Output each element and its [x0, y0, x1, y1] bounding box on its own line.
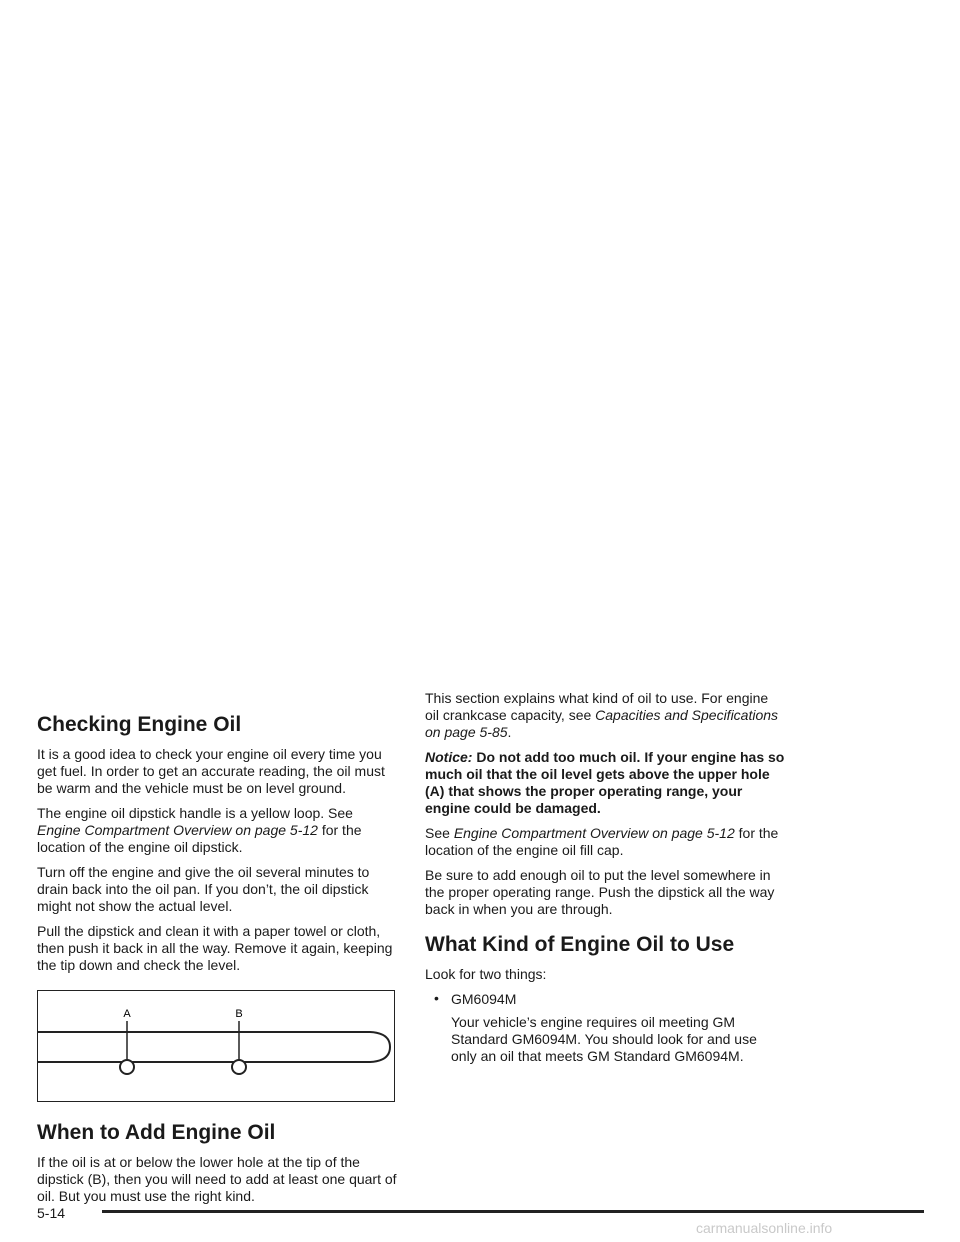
footer-divider [102, 1210, 924, 1213]
text-segment: for the location of the engine oil dipstick. [37, 822, 362, 855]
text-segment: See [425, 825, 454, 841]
paragraph-dipstick-handle [37, 805, 397, 856]
heading-checking-engine-oil: Checking Engine Oil [37, 713, 242, 736]
right-column [425, 690, 785, 1073]
watermark-text: carmanualsonline.info [696, 1220, 833, 1236]
text-segment: The engine oil dipstick handle is a yellow loop. See [37, 805, 353, 821]
paragraph-add-enough-oil: Be sure to add enough oil to put the level somewhere in the proper operating range. Push the dipstick all the way back in when you are through. [425, 867, 775, 917]
paragraph-turn-off-engine: Turn off the engine and give the oil several minutes to drain back into the oil pan. If you don’t, the oil dipstick might not show the actual level. [37, 864, 370, 914]
list-item [425, 991, 785, 1008]
label-a: A [123, 1008, 131, 1020]
paragraph-oil-kind-intro [425, 690, 785, 741]
heading-what-kind-of-oil: What Kind of Engine Oil to Use [425, 933, 735, 956]
bullet-icon: • [434, 990, 439, 1006]
text-segment: for the location of the engine oil fill cap. [425, 825, 779, 858]
heading-when-to-add-oil: When to Add Engine Oil [37, 1121, 276, 1144]
notice-paragraph [425, 749, 785, 817]
label-b: B [235, 1008, 243, 1020]
notice-text: Do not add too much oil. If your engine has so much oil that the oil level gets above the upper hole (A) that shows the proper operating range, your engine could be damaged. [425, 749, 785, 816]
left-column [37, 712, 397, 1213]
dipstick-drawing [38, 991, 396, 1103]
link-engine-compartment-overview[interactable]: Engine Compartment Overview on page 5-12 [37, 822, 318, 838]
paragraph-look-for-two-things: Look for two things: [425, 966, 547, 982]
paragraph-check-every-fuel: It is a good idea to check your engine oil every time you get fuel. In order to get an accurate reading, the oil must be warm and the vehicle must be on level ground. [37, 746, 385, 796]
paragraph-add-oil-condition: If the oil is at or below the lower hole at the tip of the dipstick (B), then you will need to add at least one quart of oil. But you must use the right kind. [37, 1154, 397, 1204]
page-number: 5-14 [37, 1205, 66, 1221]
lower-hole-b-icon [232, 1060, 246, 1074]
paragraph-fill-cap-location [425, 825, 785, 859]
dipstick-illustration [37, 990, 395, 1102]
link-capacities-specifications[interactable]: Capacities and Specifications on page 5-85 [425, 707, 779, 740]
notice-label: Notice: [425, 749, 473, 765]
paragraph-gm-standard: Your vehicle’s engine requires oil meeting GM Standard GM6094M. You should look for and use only an oil that meets GM Standard GM6094M. [451, 1014, 757, 1064]
bullet-label: GM6094M [451, 991, 517, 1007]
link-engine-compartment-overview-2[interactable]: Engine Compartment Overview on page 5-12 [453, 825, 735, 841]
paragraph-pull-dipstick: Pull the dipstick and clean it with a paper towel or cloth, then push it back in all the way. Remove it again, keeping the tip down and check the level. [37, 923, 393, 973]
text-segment: . [507, 724, 512, 740]
upper-hole-a-icon [120, 1060, 134, 1074]
text-segment: This section explains what kind of oil to use. For engine oil crankcase capacity, see [425, 690, 769, 723]
